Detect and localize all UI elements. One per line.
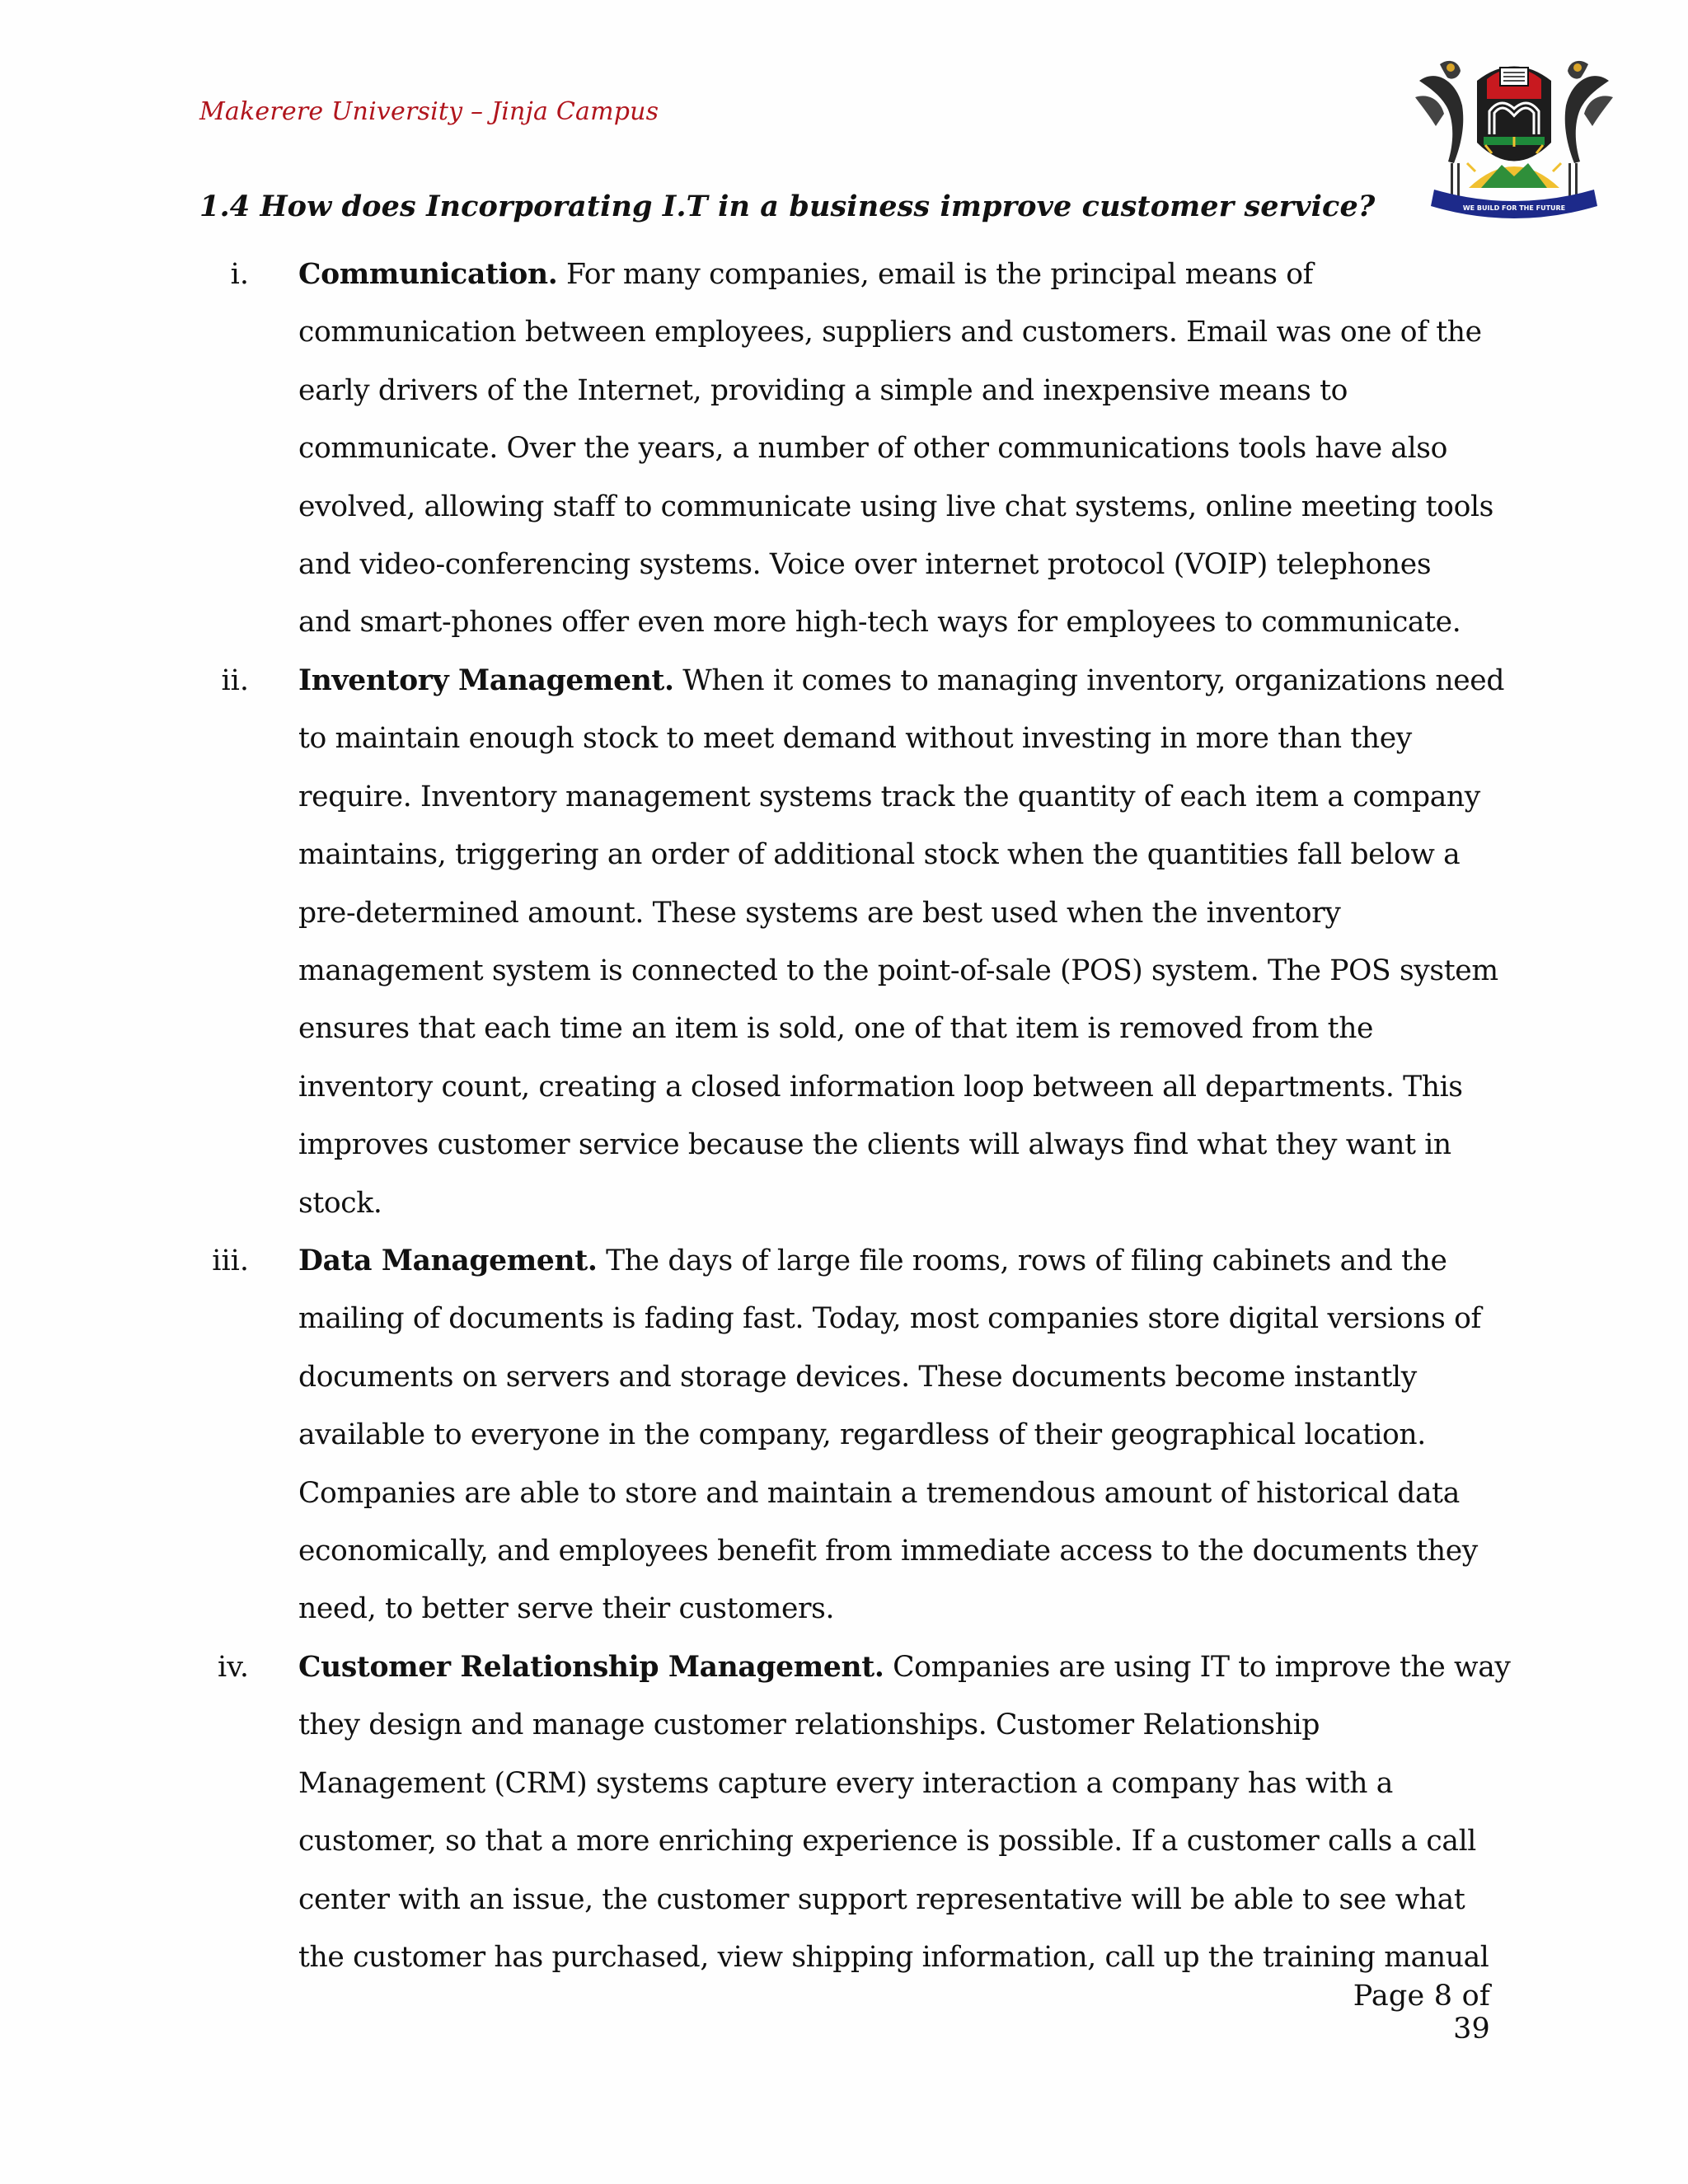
left-crane (1415, 61, 1463, 196)
page-number: Page 8 of 39 (1353, 1980, 1490, 2046)
section-heading: 1.4 How does Incorporating I.T in a business improve customer service? (199, 190, 1376, 223)
item-title: Inventory Management. (298, 664, 674, 697)
right-crane (1565, 61, 1613, 196)
university-crest-logo (1411, 48, 1617, 225)
list-item-data-management: Data Management. The days of large file rooms, rows of filing cabinets and the mailing of documents is fading fast. Today, most companies store digital versions of documents on servers and storage devices. These documents become instantly available to everyone in the company, regardless of their geographical location. Companies are able to store and maintain a tremendous amount of historical data economically, and employees benefit from immediate access to the documents they need, to better serve their customers. (298, 1244, 1481, 1626)
list-item-customer-relationship-management: Customer Relationship Management. Companies are using IT to improve the way they design and manage customer relationships. Customer Relationship Management (CRM) systems capture every interaction a company has with a customer, so that a more enriching experience is possible. If a customer calls a call center with an issue, the customer support representative will be able to see what the customer has purchased, view shipping information, call up the training manual (298, 1651, 1511, 1975)
list-item-communication: Communication. For many companies, email is the principal means of communication between employees, suppliers and customers. Email was one of the early drivers of the Internet, providing a simple and inexpensive means to communicate. Over the years, a number of other communications tools have also evolved, allowing staff to communicate using live chat systems, online meeting tools and video-conferencing systems. Voice over internet protocol (VOIP) telephones and smart-phones offer even more high-tech ways for employees to communicate. (298, 258, 1494, 640)
list-item-number: ii. (221, 664, 249, 697)
institution-header: Makerere University – Jinja Campus (199, 97, 659, 126)
list-item-number: iv. (218, 1651, 249, 1684)
item-title: Communication. (298, 258, 558, 291)
list-item-number: i. (230, 258, 249, 291)
item-title: Data Management. (298, 1244, 598, 1277)
list-item-inventory-management: Inventory Management. When it comes to managing inventory, organizations need to maintain enough stock to meet demand without investing in more than they require. Inventory management systems track the quantity of each item a company maintains, triggering an order of additional stock when the quantities fall below a pre-determined amount. These systems are best used when the inventory management system is connected to the point-of-sale (POS) system. The POS system ensures that each time an item is sold, one of that item is removed from the inventory count, creating a closed information loop between all departments. This improves customer service because the clients will always find what they want in stock. (298, 664, 1505, 1220)
crest-motto-text: WE BUILD FOR THE FUTURE (1462, 204, 1566, 212)
list-item-number: iii. (212, 1244, 249, 1277)
motto-ribbon (1431, 190, 1597, 218)
item-title: Customer Relationship Management. (298, 1651, 884, 1684)
